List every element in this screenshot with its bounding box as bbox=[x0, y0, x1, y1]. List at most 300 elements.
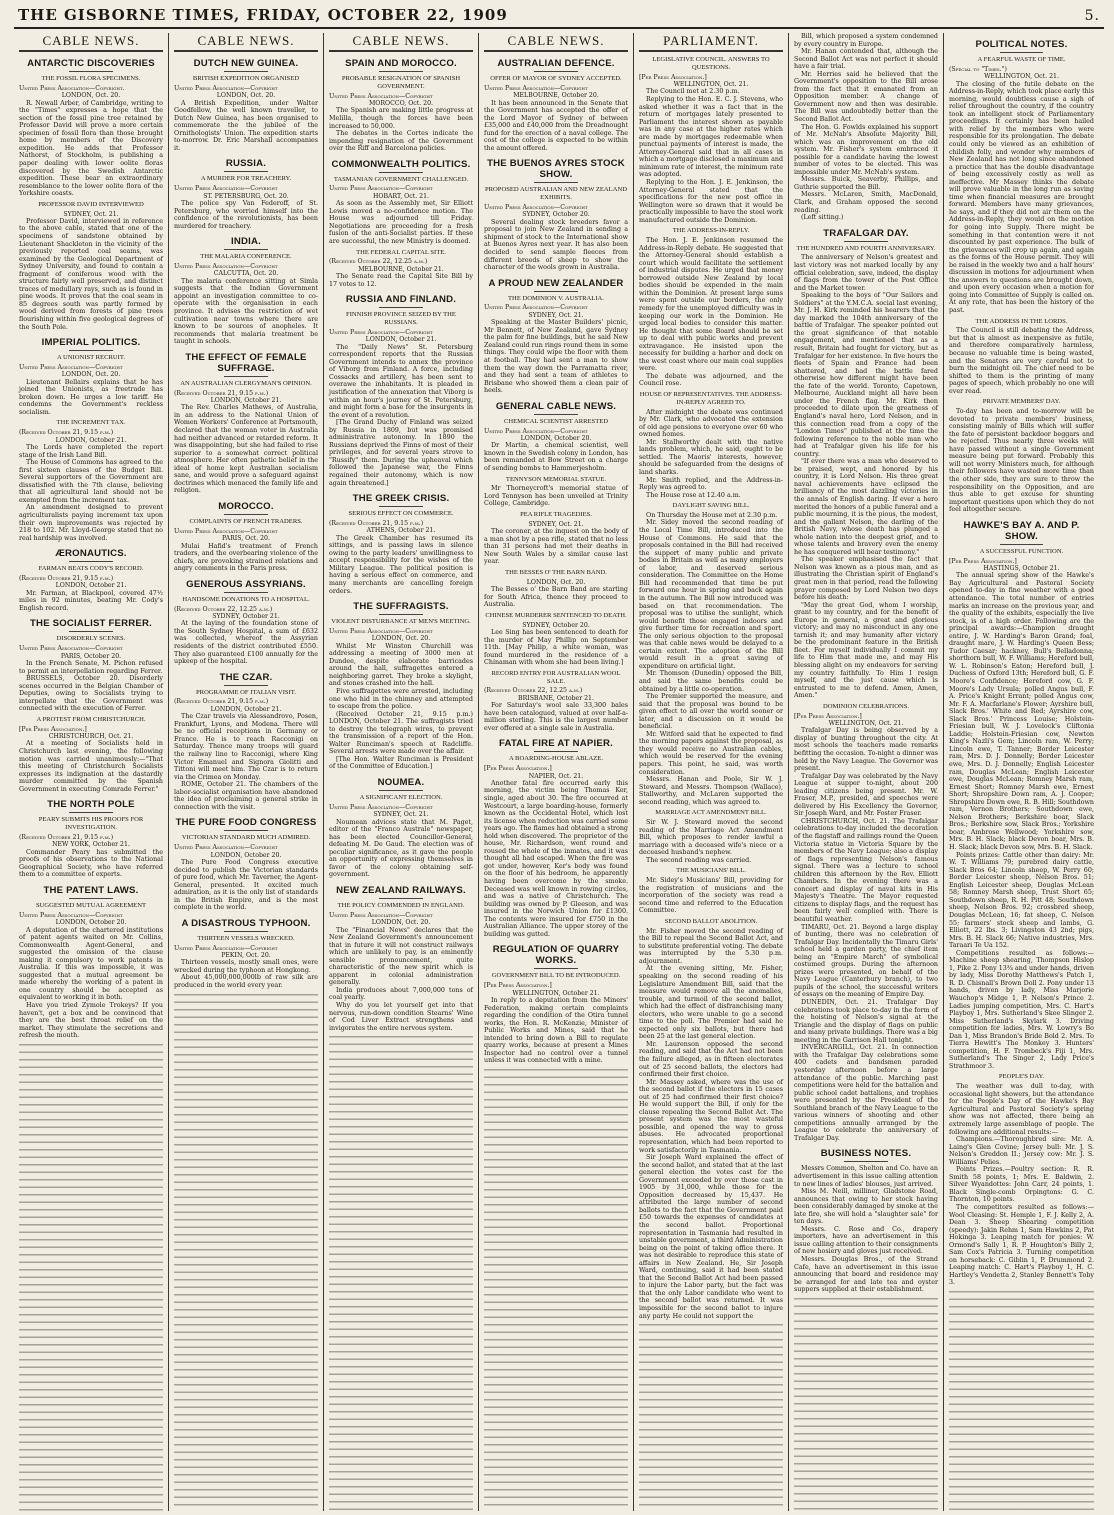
article-subheading: PROPOSED AUSTRALIAN AND NEW ZEALAND EXHIBITS. bbox=[484, 186, 627, 202]
article-paragraph: Mulai Hafid's treatment of French traders, and the overbearing violence of the chiefs, are provoking strained relations and angry comments in the Paris press. bbox=[174, 542, 318, 573]
article-subheading: A PROTEST FROM CHRISTCHURCH. bbox=[36, 715, 146, 723]
article-paragraph: It has been announced in the Senate that the Government has accepted the offer of the Lord Mayor of Sydney of between £35,000 and £40,000 from the Dreadnought fund for the erection of a naval college. The cost of the college is expected to be within the amount offered. bbox=[484, 99, 628, 152]
article-subheading: FARMAN BEATS CODY'S RECORD. bbox=[38, 565, 144, 573]
article bbox=[794, 228, 938, 700]
dateline: ATHENS, October 21. bbox=[366, 527, 436, 535]
article-paragraph: The "Financial News" declares that the New Zealand Government's announcement that in future it will not construct railways which are unlikely to pay, is an eminently sensible pronouncement, quite characteristic of the new spirit which is apparent in colonial administration generally. bbox=[329, 926, 473, 987]
wire-credit: (Received October 21, 9.15 p.m.) bbox=[174, 698, 269, 706]
article-paragraph: Mr. Sidey's Musicians' Bill, providing for the registration of musicians and the incorporation of the society was read a second time and referred to the Education Committee. bbox=[639, 877, 783, 915]
article-paragraph: On Thursday the House met at 2.30 p.m. bbox=[646, 511, 778, 519]
article-paragraph: The House rose at 12.40 a.m. bbox=[646, 491, 741, 499]
article-headline: POLITICAL NOTES. bbox=[975, 39, 1068, 50]
article bbox=[639, 391, 783, 499]
article-paragraph: Mr. Hanan contended that, although the Second Ballot Act was not perfect it should have a fair trial. bbox=[794, 48, 938, 71]
headline-rule bbox=[69, 561, 112, 562]
article-headline: IMPERIAL POLITICS. bbox=[41, 337, 141, 349]
wire-credit: (Received October 21, 9.15 p.m.) bbox=[174, 389, 269, 397]
article-paragraph: Miss M. Neill, milliner, Gladstone Road, announces that owing to her stock having been considerably damaged by smoke at the late fire, she will hold a "slaughter sale" for ten days. bbox=[794, 1188, 938, 1226]
article-subheading: VIOLENT DISTURBANCE AT MEN'S MEETING. bbox=[331, 618, 471, 626]
article-headline: NOUMEA. bbox=[377, 776, 425, 788]
article-paragraph: The second reading was carried. bbox=[646, 856, 752, 864]
article-subheading: OFFER OF MAYOR OF SYDNEY ACCEPTED. bbox=[490, 75, 622, 82]
wire-credit: United Press Association—Copyright. bbox=[19, 84, 125, 92]
column-text-filler bbox=[19, 1042, 163, 1511]
dateline: WELLINGTON, Oct. 21. bbox=[828, 719, 904, 727]
article-paragraph: Trafalgar Day is being observed by a display of bunting throughout the city. At most schools the teachers made remarks befitting the occasion. To-night a dinner was held by the Navy League. The Governor was present. bbox=[794, 727, 938, 773]
article-paragraph: At the evening sitting, Mr. Fisher, speaking on the second reading of his Legislature Amendment Bill, said that the measure would remove all the anomalies, trouble, and turmoil of the second ballot, which had the effect of disfranchising many electors, who were unable to go a second time to the poll. The Premier had said he expected only six ballots, but there had been 25 at the last general election. bbox=[639, 965, 783, 1041]
wire-credit: United Press Association—Copyright bbox=[329, 185, 433, 193]
article bbox=[174, 158, 318, 230]
article-subheading: DAYLIGHT SAVING BILL. bbox=[672, 502, 750, 510]
dateline: LONDON, October 21. bbox=[365, 336, 437, 344]
article-paragraph: Competitions resulted as follows:—Machine sheep shearing, Thompson Hislop 1, Pike 2. Pony 13¾ and under hands, driven by lady, Miss Dorothy Matthews's Patch 1, R. D. Chisnall's Brown Doll 2. Pony under 13 hands, driven by lady, Miss Marjorie Wauchop's Midge 1, P. Nelson's Prince 2. Ladies jumping competition, Mrs. C. Hart's Playboy 1, Mrs. Sutherland's Skee Slinger 2. Miss Sutherland's Skylark 3. Driving competition for ladies, Mrs. W. Lowry's Bo Dan 1, Miss Brandon's Bride Bold 2. Mrs. To Tierra Hewitt's The Monkey 3. Hunters' competition, H. F. Trombeck's Fiji 1, Mrs. Sutherland's The Singer 2, Lady Price's Strathmoor 3. bbox=[949, 949, 1094, 1070]
article bbox=[329, 294, 473, 487]
article-subheading: THIRTEEN VESSELS WRECKED. bbox=[197, 934, 295, 942]
article-paragraph: "If ever there was a man who deserved to be praised, wept, and honored by his country, it is Lord Nelson. His three great naval achievements have eclipsed the brilliancy of the most dazzling victories in the annals of English daring. If ever a hero merited the honors of a public funeral and a public mourning, it is the pious, the modest, and the gallant Nelson, the darling of the British Navy, whose death has plunged a whole nation into the deepest grief, and to whose talents and bravery even the enemy he has conquered will bear testimony." bbox=[794, 458, 938, 556]
article-paragraph: Champions.—Thoroughbred sire: Mr. A. Laing's Glen Covine; Jersey bull: Mr. J. S. Nelson's Greddon II.; Jersey cow: Mr. J. S. Williams' Pelies. bbox=[949, 1136, 1094, 1166]
article-paragraph: Sir W. J. Steward moved the second reading of the Marriage Act Amendment Bill, which proposes to render lawful a marriage with a deceased wife's niece or a deceased husband's nephew. bbox=[639, 819, 783, 857]
wire-credit: United Press Association—Copyright bbox=[329, 803, 433, 811]
article-paragraph: The anniversary of Nelson's greatest and last victory was not marked locally by any official celebration, save, indeed, the display of flags from the tower of the Post Office and the Market tower. bbox=[794, 254, 938, 292]
article-subheading: PEARY SUBMITS HIS PROOFS FOR INVESTIGATION. bbox=[38, 816, 144, 832]
masthead-title: THE GISBORNE TIMES, FRIDAY, OCTOBER 22, 1909 bbox=[18, 6, 508, 24]
article-paragraph: The annual spring show of the Hawke's Bay Agricultural and Pastoral Society opened to-day in fine weather with a good attendance. The total number of entries marks an increase on the previous year, and the quality of the exhibits, especially the live stock, is of a high order. Following are the principal awards:—Champion draught entire, J. W. Harding's Baron Grand; foal, draught mare, J. W. Harding's Queen Bess; Tudor Caesar; hackney, Bull's Belladonna; shorthorn bull, W. F. Williams; Hereford bull, W. L. Robinson's Eaton; Hereford bull, J. Duchess of Oxford 13th; Hereford bull, G. F. Moore's Confidence; Hereford cow, G. F. Moore's Lady Ursula; polled Angus bull, F. A. Price's Knight Errant; polled Angus cow, Mr. F. A. Macfarlane's Flower; Ayrshire bull, Slack Bros.' White and Red; Ayrshire cow, Slack Bros.' Princess Louise; Holstein-Friesian bull, W. J. Lovelock's Cliftonia Laddie; Holstein-Friesian cow, Newton King's Nazli's Gem; Lincoln ram, W. Perry; Lincoln ewe, T. Tanner; Border Leicester ram, Mrs. D. J. Donnelly; Border Leicester ewe, Mrs. D. J. Donnelly; English Leicester ram, Douglas McLean; English Leicester ewe, Douglas McLean; Romney Marsh ram, Ernest Short; Romney Marsh ewe, Ernest Short; Shropshire Down ram, A. J. Cooper; Shropshire Down ewe, R. B. Hill; Southdown ram, Vernon Brothers; Southdown ewe, Nelson Brothers; Berkshire boar, Slack Bros.; Berkshire sow, Slack Bros.; Yorkshire boar, Ambrose Wellwood; Yorkshire sow, Mrs. B. H. Slack; black Devon boar, Mrs. B. H. Slack; black Devon sow, Mrs. B. H. Slack. bbox=[949, 572, 1094, 852]
article-headline: THE SOCIALIST FERRER. bbox=[30, 618, 152, 630]
article-paragraph: Replying to the Hon. J. E. Jenkinson, the Attorney-General stated that the specifications for the new post office in Wellington were so drawn that it would be practically impossible to have the steel work manufactured outside the Dominion. bbox=[639, 178, 783, 224]
article-subheading: THE MUSICIANS' BILL. bbox=[676, 867, 746, 875]
column-text-filler bbox=[174, 992, 318, 1511]
dateline: LONDON, October 20. bbox=[210, 851, 282, 859]
column-text-filler bbox=[794, 1296, 938, 1511]
article-subheading: PEA RIFLE TRAGEDIES. bbox=[520, 510, 592, 518]
article bbox=[19, 201, 163, 331]
dateline: PARIS, October 20. bbox=[60, 652, 122, 660]
article-subheading: THE ADDRESS-IN-REPLY. bbox=[672, 227, 750, 235]
dateline: BRISBANE, October 21. bbox=[518, 694, 594, 702]
article-paragraph: Speaking to the boys of "Our Sailors and Soldiers" at the Y.M.C.A. social last evening, Mr. J. H. Kirk reminded his hearers that the day marked the 104th anniversary of the battle of Trafalgar. The speaker pointed out the great significance of that notable engagement, and mentioned that as a result, Britain had fought for victory, but as Trafalgar for her existence. In five hours the fleets of Spain and France had been shattered, and had the battle fared otherwise how different might have been the fate of the world. Toronto, Capetown, Melbourne, Auckland might all have been under the French flag. Mr. Kirk then proceeded to dilate upon the greatness of England's naval hero, Lord Nelson, and in this connection read from a copy of the "London Times" published at the time the following reference to the noble man who had at Trafalgar given his life for his country. bbox=[794, 292, 938, 458]
article bbox=[639, 227, 783, 388]
article-headline: A PROUD NEW ZEALANDER bbox=[488, 277, 624, 289]
article-paragraph: Lieutenant Bellairs explains that he has joined the Unionists, as freetrade has broken down. He urges a low tariff. He condemns the Government's reckless socialism. bbox=[19, 378, 163, 416]
article bbox=[329, 493, 473, 595]
headline-rule bbox=[224, 249, 267, 250]
article-subheading: DISORDERLY SCENES. bbox=[56, 635, 126, 643]
article-headline: RUSSIA AND FINLAND. bbox=[345, 294, 457, 306]
headline-rule bbox=[844, 1161, 887, 1162]
dateline: SYDNEY, October 20. bbox=[522, 211, 590, 219]
article-paragraph: For Saturday's wool sale 33,300 bales have been catalogued, valued at over half-a-million sterling. This is the largest number ever offered at a single sale in Australia. bbox=[484, 702, 628, 732]
section-heading: CABLE NEWS. bbox=[484, 33, 628, 52]
article-headline: THE PURE FOOD CONGRESS bbox=[175, 817, 317, 829]
article-paragraph: Another fatal fire occurred early this morning, the victim being Thomas Ker, single, aged about 30. The fire occurred at Westcourt, a large boarding-house, formerly known as the Occidental Hotel, which lost its license when reduction was carried some years ago. The flames had obtained a strong hold when discovered. The proprietor of the house, Mr. Richardson, went round and roused the whole of the inmates, and it was thought all had escaped. When the fire was got under, however, Ker's body was found on the floor of his bedroom, he apparently having been overcome by the smoke. Deceased was well known in rowing circles, and was a native of Christchurch. The building was owned by P. Gleeson, and was insured in the Norwich Union for £1300. The contents were insured for £750 in the Australian Alliance. The upper storey of the building was gutted. bbox=[484, 779, 628, 938]
article-subheading: THE DOMINION V. AUSTRALIA. bbox=[508, 294, 604, 302]
newspaper-column bbox=[944, 33, 1099, 1511]
article-paragraph: Mr. Farman, at Blackpool, covered 47½ miles in 92 minutes, beating Mr. Cody's English record. bbox=[19, 589, 163, 612]
article-paragraph: Trafalgar Day was celebrated by the Navy League at supper to-night, about 200 leading citizens being present. Mr. W. Fraser, M.P., presided, and speeches were delivered by His Excellency the Governor, Sir Joseph Ward, and Mr. Foster Fraser. bbox=[794, 772, 938, 818]
article-paragraph: The police spy Van Federoff, of St. Petersburg, who worried himself into the confidence of the revolutionists, has been murdered for treachery. bbox=[174, 200, 318, 230]
article bbox=[174, 918, 318, 990]
wire-credit: United Press Association—Copyright bbox=[484, 304, 588, 312]
wire-credit: United Press Association—Copyright bbox=[484, 427, 588, 435]
article-paragraph: Messrs Common, Shelton and Co. have an advertisement in this issue calling attention to new lines of ladies' blouses, just arrived. bbox=[794, 1165, 938, 1188]
article-paragraph: Speaking at the Master Builders' picnic, Mr Bennett, of New Zealand, gave Sydney the palm for fine buildings, but he said New Zealand could run rings round them in some things. They could wipe the floor with them at football. They had sent a man to show them the way down the Parramatta river, and they had sent a team of athletes to Brisbane who showed them a clean pair of heels. bbox=[484, 319, 628, 395]
article-headline: ÆRONAUTICS. bbox=[55, 548, 127, 560]
article bbox=[484, 569, 628, 609]
newspaper-column bbox=[479, 33, 634, 1511]
article-paragraph: The Czar travels via Alessandrovo, Posen, Frankfurt, Lyons, and Modena. There will be no official receptions in Germany or France. He is to reach Racconigi on Saturday. Thence many troops will guard the railway line to Racconigi, where King Victor Emanuel and Signora Giolitti and Tittoni will meet him. The Czar is to return via the Crimea on Monday. bbox=[174, 713, 318, 781]
article-subheading: AN AUSTRALIAN CLERGYMAN'S OPINION. bbox=[180, 379, 312, 387]
article bbox=[174, 236, 318, 346]
article-paragraph: The House of Commons has agreed to the first sixteen clauses of the Budget Bill. Several supporters of the Government are dissatisfied with the 7th clause, believing that all agricultural land should not be exempted from the increment tax. bbox=[19, 459, 163, 504]
wire-credit: United Press Association—Copyright bbox=[174, 84, 278, 92]
article-paragraph: Messrs. C. Rose and Co., drapery importers, have an advertisement in this issue calling attention to their consignments of new hosiery and gloves just received. bbox=[794, 1225, 938, 1256]
headline-rule bbox=[379, 790, 422, 791]
columns bbox=[14, 33, 1104, 1511]
dateline: LONDON, Oct. 20. bbox=[216, 92, 276, 100]
article-subheading: GOVERNMENT BILL TO BE INTRODUCED. bbox=[491, 972, 621, 980]
wire-credit: (Received October 22, 12.25 a.m.) bbox=[174, 605, 273, 613]
article-paragraph: Messrs. Hanan and Poole, Sir W. J. Steward, and Messrs. Thompson (Wallace), Stallworthy, and McLaren supported the second reading, which was agreed to. bbox=[639, 776, 783, 806]
article-paragraph: Mr. Laurenson opposed the second reading, and said that the Act had not been the failure alleged, as in fifteen electorates out of 25 second ballots, the electors had confirmed their first choice. bbox=[639, 1040, 783, 1079]
article-headline: RUSSIA. bbox=[225, 158, 267, 170]
headline-rule bbox=[534, 71, 577, 72]
headline-rule bbox=[534, 968, 577, 969]
article-subheading: A BOARDING-HOUSE ABLAZE. bbox=[509, 755, 603, 763]
section-heading: CABLE NEWS. bbox=[329, 33, 473, 52]
article-paragraph: Mr. Smith replied, and the Address-in-Reply was agreed to. bbox=[639, 476, 783, 492]
article bbox=[19, 716, 163, 793]
headline-rule bbox=[224, 685, 267, 686]
headline-rule bbox=[224, 376, 267, 377]
dateline: SYDNEY, Oct. 21. bbox=[63, 210, 119, 218]
headline-rule bbox=[224, 71, 267, 72]
article-paragraph: Bill, which proposed a system condemned by every country in Europe. bbox=[794, 33, 938, 48]
article bbox=[484, 738, 628, 938]
headline-rule bbox=[379, 506, 422, 507]
article-paragraph: Noumean advices state that M. Paget, editor of the "Franco Australe" newspaper, has been elected Councillor-General, defeating M. De Gaud. The election was of peculiar significance, as it gave the people an opportunity of expressing themselves in favor of the colony obtaining self-government. bbox=[329, 818, 473, 879]
headline-rule bbox=[534, 291, 577, 292]
dateline: NEW YORK, October 21. bbox=[52, 841, 130, 849]
article-headline: GENERAL CABLE NEWS. bbox=[495, 400, 617, 412]
newspaper-column bbox=[14, 33, 169, 1511]
article bbox=[329, 601, 473, 771]
article-paragraph: Points Prizes.—Poultry section: R. R. Smith 58 points, 1; Mrs. E. Baldwin, 2. Silver Wyandottes: John Carr, 24 points, 1. Black Single-comb Orpingtons: G. C. Thornton, 10 points. bbox=[949, 1166, 1094, 1204]
article-headline: GENEROUS ASSYRIANS. bbox=[186, 578, 306, 590]
wire-credit: United Press Association—Copyright bbox=[174, 944, 278, 952]
article-subheading: PROGRAMME OF ITALIAN VISIT. bbox=[196, 688, 296, 696]
article-paragraph: The Senate read the Capital Site Bill by 17 votes to 12. bbox=[329, 273, 473, 288]
article-subheading: CHEMICAL SCIENTIST ARRESTED bbox=[503, 417, 609, 425]
dateline: WELLINGTON, Oct. 21. bbox=[673, 81, 749, 88]
article-subheading: PROBABLE RESIGNATION OF SPANISH GOVERNMENT. bbox=[341, 75, 461, 90]
article-paragraph: The Pure Food Congress executive decided to publish the Victorian standards of pure food, which Mr. Taverner, the Agent-General, presented. It excited much admiration, as it is the only list of standards in the British Empire, and is the most complete in the world. bbox=[174, 858, 318, 912]
article bbox=[174, 501, 318, 573]
wire-credit: United Press Association—Copyright bbox=[484, 204, 588, 212]
dateline: SYDNEY, October 20. bbox=[522, 621, 590, 629]
article-headline: A DISASTROUS TYPHOON. bbox=[181, 917, 311, 929]
article-subheading: THE BESSES O' THE BARN BAND. bbox=[505, 568, 607, 576]
article-subheading: COMPLAINTS OF FRENCH TRADERS. bbox=[189, 517, 303, 525]
article-paragraph: In reply to a deputation from the Miners' Federation, making certain complaints regarding the condition of the Otira tunnel works, the Hon. R. McKenzie, Minister of Public Works and Mines, said that he intended to bring down a Bill to regulate quarry works, because at present a Mines Inspector had no control over a tunnel unless it was connected with a mine. bbox=[484, 997, 628, 1065]
article bbox=[174, 579, 318, 666]
wire-credit: (Special to "Times.") bbox=[949, 65, 1007, 73]
headline-rule bbox=[224, 592, 267, 593]
article bbox=[19, 337, 163, 416]
article bbox=[19, 618, 163, 712]
article bbox=[484, 278, 628, 395]
article-subheading: THE ADDRESS IN THE LORDS. bbox=[975, 317, 1068, 325]
article-headline: THE BUENOS AYRES STOCK SHOW. bbox=[487, 158, 625, 181]
article-paragraph: ROME, October 21. The chambers of the labor-socialist organisation have abandoned the idea of proclaiming a general strike in connection with the visit. bbox=[174, 781, 318, 811]
page-number: 5. bbox=[1084, 8, 1100, 24]
article-paragraph: The closing of the futile debate on the Address-in-Reply, which took place early this morning, would doubtless cause a sigh of relief throughout the country, if the country took an intelligent stock of Parliamentary proceedings. It certainly has been hailed with relief by the members who were responsible for its prolongation. The debate could only be viewed as an exhibition of childish folly, and wonder why members of New Zealand has not long since abandoned a practice that has the double disadvantage of being excessively costly as well as ineffective. Mr Massey thinks the debate will prove valuable in the long run as saving time when financial measures are brought forward. Members have many grievances, he says, and if they did not air them on the Address-in-Reply, they would on the motion for going into Supply. There might be something in that contention were it not discounted by past experience. The bulk of the grievances will crop up again, and again as the forms of the House permit. They will be raised in the weekly two and a half hours' discussion in motions for adjournment when the answers to questions are brought down, and upon every occasion when a motion for going into Committee of Supply is called on. At any rate, that has been the history of the past. bbox=[949, 80, 1094, 315]
article bbox=[174, 672, 318, 812]
dateline: MOROCCO, Oct. 20. bbox=[368, 100, 434, 107]
article-paragraph: An amendment designed to prevent agriculturalists paying increment tax upon their own improvements was rejected by 218 to 102. Mr. Lloyd-George stated that no real hardship was involved. bbox=[19, 504, 163, 542]
wire-credit: [Per Press Association.] bbox=[639, 73, 707, 81]
article bbox=[949, 520, 1094, 1071]
article-paragraph: After midnight the debate was continued by Mr. Clark, who advocated the extension of old age pensions to everyone over 60 who owned homes. bbox=[639, 408, 783, 439]
article-paragraph: India produces about 7,000,000 tons of coal yearly. bbox=[329, 986, 473, 1002]
article-paragraph: The Spanish are making little progress at Melilla, though the forces have been increased to 50,000. bbox=[329, 107, 473, 130]
article-paragraph: Messrs. Buick, Seaverby, Phillips, and Guthrie supported the Bill. bbox=[794, 176, 938, 191]
dateline: PARIS, Oct. 20. bbox=[222, 535, 270, 543]
wire-credit: (Received October 21, 9.15 p.m.) bbox=[19, 574, 114, 582]
article-paragraph: The "Daily News" St. Petersburg correspondent reports that the Russian Government intends to annex the province of Viborg from Finland. A force, including Cossacks and artillery, has been sent to overawe the inhabitants. It is pleaded in justification of the annexation that Viborg is within an hour's journey of St. Petersburg, and might form a base for the insurgents in the event of a revolution. bbox=[329, 343, 473, 419]
wire-credit: [Per Press Association.] bbox=[794, 712, 862, 720]
article-headline: ANTARCTIC DISCOVERIES bbox=[27, 58, 155, 69]
wire-credit: [Per Press Association.] bbox=[19, 725, 87, 733]
article-headline: TRAFALGAR DAY. bbox=[823, 227, 909, 239]
article-subheading: THE FEDERAL CAPITAL SITE. bbox=[356, 248, 446, 256]
article-paragraph: Mr. Massey asked, where was the use of the second ballot if the electors in 15 cases out of 25 had confirmed their first choice? He would support the Bill, if only for the clause repealing the Second Ballot Act. The present system was the most wasteful possible, and opened the way to gross abuses. He advocated proportional representation, which had been reported to work satisfactorily in Tasmania. bbox=[639, 1078, 783, 1154]
article bbox=[484, 670, 628, 733]
newspaper-column bbox=[789, 33, 944, 1511]
dateline: SYDNEY, Oct. 21. bbox=[528, 311, 584, 319]
article-paragraph: Sir Joseph Ward explained the effect of the second ballot, and stated that at the last general election the votes cast for the Government exceeded by over those cast in 1905 by 31,000, while those for the Opposition decreased by 15,437. He attributed the large number of second ballots to the fact that the Government paid £50 towards the expenses of candidates at the second ballot. Proportional representation in Tasmania had resulted in unstable government, a third Administration being on the point of taking office there. It was not desirable to reproduce this state of affairs in New Zealand. He, Sir Joseph Ward, continuing, said it had been stated that the Second Ballot Act had been passed to injure the Labor party, but the fact was that the only Labor candidate who went to the second ballot was returned. It was impossible for the second ballot to injure any party. He could not support the bbox=[639, 1154, 783, 1320]
article-subheading: FINNISH PROVINCE SEIZED BY THE RUSSIANS. bbox=[346, 311, 456, 327]
dateline: MELBOURNE, October 21. bbox=[358, 265, 444, 273]
section-heading: CABLE NEWS. bbox=[174, 33, 318, 52]
article-headline: THE GREEK CRISIS. bbox=[352, 493, 450, 505]
article-paragraph: Replying to the Hon. E. C. J. Stevens, who asked whether it was a fact that in the return of mortgages lately presented to Parliament the interest shown as payable was in any case at the higher rates which are made by mortgages redeemable when punctual payments of interest is made, the Attorney-General said that in all cases in which a mortgage disclosed a maximum and minimum rate of interest, the minimum rate was adopted. bbox=[639, 95, 783, 179]
article bbox=[329, 159, 473, 246]
article-paragraph: Mr. Witford said that he expected to find the morning papers against the proposal, as they would receive no Australian cables, which would be reserved for the evening papers. This point, he said, was worth consideration. bbox=[639, 730, 783, 776]
headline-rule bbox=[844, 241, 887, 242]
headline-rule bbox=[224, 931, 267, 932]
article bbox=[19, 799, 163, 879]
article-headline: INDIA. bbox=[231, 236, 261, 248]
article-paragraph: Mr Thorneycroft's memorial statue of Lord Tennyson has been unveiled at Trinity College, Cambridge. bbox=[484, 485, 628, 508]
article-subheading: MARRIAGE ACT AMENDMENT BILL. bbox=[655, 809, 767, 817]
article-paragraph: (Left sitting.) bbox=[801, 214, 844, 222]
dateline: HOBART, Oct. 21. bbox=[373, 192, 429, 200]
wire-credit: [Per Press Association.] bbox=[484, 765, 552, 773]
article-paragraph: (Received October 21, 9.15 p.m.) LONDON, October 21. The suffragists tried to destroy the telegraph wires, to prevent the transmission of a report of the Hon. Walter Runciman's speech at Radcliffe. Several arrests were made over the affair. bbox=[329, 710, 473, 756]
article-subheading: A FEARFUL WASTE OF TIME. bbox=[977, 56, 1066, 63]
article-subheading: A SIGNIFICANT ELECTION. bbox=[359, 793, 443, 801]
headline-rule bbox=[224, 830, 267, 831]
article-headline: THE PATENT LAWS. bbox=[43, 884, 139, 896]
article-paragraph: DUNEDIN, Oct. 21. Trafalgar Day celebrations took place to-day in the form of the hoisting of Nelson's signal at the Triangle and the display of flags on public and many private buildings. There was a big meeting in the Garrison Hall tonight. bbox=[794, 999, 938, 1044]
article-subheading: THE INCREMENT TAX. bbox=[56, 419, 126, 427]
article bbox=[949, 318, 1094, 396]
article-headline: HAWKE'S BAY A. AND P. SHOW. bbox=[963, 519, 1080, 542]
article-paragraph: The coroner, at the inquest on the body of a man shot by a pea rifle, stated that no less than 31 persons had met their deaths in New South Wales by a similar cause last year. bbox=[484, 528, 628, 566]
article-subheading: RECORD ENTRY FOR AUSTRALIAN WOOL SALE. bbox=[491, 669, 621, 685]
dateline: SYDNEY, Oct. 21. bbox=[528, 520, 584, 528]
dateline: LONDON, October 21. bbox=[210, 705, 282, 713]
headline-rule bbox=[1000, 544, 1044, 545]
article bbox=[174, 58, 318, 152]
article-paragraph: Messrs. Douglas Bros., of the Strand Cafe, have an advertisement in this issue announcing that board and residence may be arranged for and late tea and oyster suppers supplied at their establishment. bbox=[794, 1255, 938, 1294]
wire-credit: [Per Press Association.] bbox=[949, 557, 1017, 565]
article-subheading: HANDSOME DONATIONS TO A HOSPITAL. bbox=[182, 595, 310, 603]
article bbox=[484, 511, 628, 566]
article-paragraph: Lee Sing has been sentenced to death for the murder of May Phillip on September 11th. [May Philip, a white woman, was found murdered in the residence of a Chinaman with whom she had been living.] bbox=[484, 628, 628, 667]
article-paragraph: The speaker emphasised the fact that Nelson was known as a pious man, and as illustrating the Christian spirit of England's great men in that period, read the following prayer composed by Lord Nelson two days before his death: bbox=[794, 556, 938, 602]
article bbox=[19, 885, 163, 1040]
article-paragraph: The debate was adjourned, and the Council rose. bbox=[639, 372, 783, 388]
headline-rule bbox=[379, 307, 422, 308]
article-subheading: HOUSE OF REPRESENTATIVES. THE ADDRESS-IN-REPLY AGREED TO. bbox=[639, 390, 783, 406]
headline-rule bbox=[69, 631, 112, 632]
article bbox=[639, 918, 783, 1320]
article-paragraph: Five suffragettes were arrested, including one who hid in the chimney and attempted to escape from the police. bbox=[329, 687, 473, 711]
article-paragraph: The Council is still debating the Address, but that is almost as inexpensive as futile, and therefore comparatively harmless, because no valuable time is being wasted, and the Senators are very careful not to burn the midnight oil. The chief need to be shifted to them is the printing of many pages of speech, which probably no one will ever read. bbox=[949, 327, 1094, 395]
article-subheading: SERIOUS EFFECT ON COMMERCE. bbox=[348, 510, 454, 518]
article-subheading: PRIVATE MEMBERS' DAY. bbox=[982, 398, 1061, 406]
dateline: PEKIN, Oct. 20. bbox=[221, 951, 271, 959]
article-paragraph: Mr. Herries said he believed that the Government's opposition to the Bill arose from the fact that it emanated from an Opposition member. A change of Government now and then was desirable. The Bill was undoubtedly better than the Second Ballot Act. bbox=[794, 70, 938, 124]
article-paragraph: The Lords have completed the report stage of the Irish Land Bill. bbox=[19, 444, 163, 459]
article-paragraph: Why do you let yourself get into that nervous, run-down condition Stearns' Wine of Cod Liver Extract strengthens and invigorates the entire nervous system. bbox=[329, 1002, 473, 1032]
article-paragraph: As soon as the Assembly met, Sir Elliott Lewis moved a no-confidence motion. The House was adjourned till Friday. Negotiations are proceeding for a fresh fusion of the anti-Socialist parties. If these are successful, the new Ministry is doomed. bbox=[329, 200, 473, 246]
article-paragraph: About 45,000,000,000lb of raw silk are produced in the world every year. bbox=[174, 974, 318, 990]
article-paragraph: INVERCARGILL, Oct. 21. In connection with the Trafalgar Day celebrations some 400 cadets and bandsmen paraded yesterday afternoon before a large attendance of the public. Marching past competitions were held for the battalion and public school cadet battalions, and trophies were presented by the President of the Southland branch of the Navy League to the various winners of shooting and other competitions annually arranged by the League to celebrate the anniversary of Trafalgar Day. bbox=[794, 1044, 938, 1142]
article-subheading: THE POLICY COMMENDED IN ENGLAND. bbox=[337, 901, 465, 909]
article bbox=[639, 56, 783, 224]
wire-credit: United Press Association—Copyright bbox=[174, 263, 278, 271]
newspaper-column bbox=[324, 33, 479, 1511]
article-subheading: VICTORIAN STANDARD MUCH ADMIRED. bbox=[181, 834, 311, 842]
article bbox=[484, 612, 628, 667]
article-paragraph: The Council met at 2.30 p.m. bbox=[646, 88, 740, 96]
headline-rule bbox=[69, 350, 112, 351]
article-paragraph: Mr. Fisher moved the second reading of the Bill to repeal the Second Ballot Act, and to substitute preferential voting. The debate was interrupted by the 5.30 p.m. adjournment. bbox=[639, 927, 783, 965]
dateline: LONDON, Oct. 20. bbox=[371, 635, 431, 643]
wire-credit: [Per Press Association.] bbox=[484, 982, 552, 990]
article-paragraph: Whilst Mr Winston Churchill was addressing a meeting of 3000 men at Dundee, despite elaborate barricades around the hall, suffragettes entered a neighboring garret. They broke a skylight, and stones crashed into the hall. bbox=[329, 642, 473, 688]
wire-credit: United Press Association—Copyright bbox=[174, 185, 278, 193]
article-paragraph: The malaria conference sitting at Simla suggests that the Indian Government appoint an investigation committee to co-operate with the organisation in each province. It advises the restriction of wet cultivation near towns where there are known to be sources of anopheles. It recommends that malaria treatment be taught in schools. bbox=[174, 277, 318, 346]
dateline: WELLINGTON, Oct. 21. bbox=[984, 73, 1059, 81]
wire-credit: United Press Association—Copyright bbox=[19, 645, 123, 653]
column-text-filler bbox=[639, 1322, 783, 1511]
article-headline: REGULATION OF QUARRY WORKS. bbox=[492, 944, 620, 967]
article bbox=[484, 944, 628, 1065]
headline-rule bbox=[69, 812, 112, 813]
wire-credit: United Press Association—Copyright bbox=[19, 363, 123, 371]
newspaper-column bbox=[169, 33, 324, 1511]
article bbox=[19, 419, 163, 542]
headline-rule bbox=[534, 182, 577, 183]
article bbox=[794, 1148, 938, 1293]
article-subheading: SECOND BALLOT ABOLITION. bbox=[664, 917, 758, 925]
column-text-filler bbox=[949, 1289, 1094, 1511]
dateline: LONDON, October 20. bbox=[520, 434, 592, 442]
article-paragraph: Mr. Thomson (Dunedin) opposed the Bill, and said the same benefits could be obtained by a little co-operation. bbox=[639, 670, 783, 693]
article bbox=[329, 58, 473, 153]
article-paragraph: The Besses o' the Barn Band are starting for South Africa, thence they proceed to Australia. bbox=[484, 586, 628, 609]
article-paragraph: The Rev. Charles Mathews, of Australia, in an address to the National Union of Women Workers' Conference at Portsmouth, declared that the woman voter in Australia had neither advanced or retarded reform. It was disappointing, but she had failed to rise superior to a somewhat correct political atmosphere. Her often pathetic belief in the ideal of home kept Australian socialism sane, and would prove a safeguard against doctrines which menaced the family life and religion. bbox=[174, 404, 318, 495]
dateline: LONDON, October 21. bbox=[55, 582, 127, 590]
wire-credit: (Received October 22, 12.25 a.m.) bbox=[484, 687, 583, 695]
article-paragraph: The competitors resulted as follows:—Wool Cleasing: St. Hemple 1, F. J. Kelly 2, A. Dean 3. Sheep Shearing competition (speedy): Jakin Rehm 1, Sam Hawkins 2, Pat Hokinga 3. Leaping match for ponies: W. Ormond's Sally 1, R. P. Houghton's Billy 2, Sam Cox's Patricia 3. Turning competition on horseback: C. Giblin 1, P. Drummond 2. Leaping match: C. Hart's Playboy 1, H. C. Hartley's Vendetta 2, Stanley Bennett's Toby 3. bbox=[949, 1203, 1094, 1287]
section-heading: PARLIAMENT. bbox=[639, 33, 783, 52]
article-subheading: PROFESSOR DAVID INTERVIEWED bbox=[38, 200, 144, 208]
dateline: SYDNEY, October 21. bbox=[212, 612, 280, 620]
section-heading: CABLE NEWS. bbox=[19, 33, 163, 52]
article-subheading: A SUCCESSFUL FUNCTION. bbox=[979, 547, 1064, 555]
article bbox=[174, 817, 318, 911]
dateline: LONDON, October 21. bbox=[55, 436, 127, 444]
dateline: WELLINGTON, October 21. bbox=[512, 989, 600, 997]
article-subheading: A UNIONIST RECRUIT. bbox=[56, 354, 126, 362]
article-paragraph: In the French Senate, M. Pichon refused to permit an interpellation regarding Ferrer. bbox=[19, 660, 163, 675]
wire-credit: (Received October 22, 12.25 a.m.) bbox=[329, 258, 428, 266]
article-paragraph: TIMARU, Oct. 21. Beyond a large display of bunting, there was no celebration of Trafalgar Day. Incidentally the Timaru Girls' school held a garden party, the chief item being an "Empire March" of symbolical costumed groups. During the afternoon prizes were presented, on behalf of the Navy League (Canterbury branch), to two pupils of the school, the successful writers of essays on the meaning of Empire Day. bbox=[794, 923, 938, 999]
wire-credit: (Received October 21, 9.15 p.m.) bbox=[329, 519, 424, 527]
article-paragraph: The Greek Chamber has resumed its sittings, and is passing laws in silence owing to the party leaders' unwillingness to accept responsibility for the wishes of the Military League. The political position is having a serious effect on commerce, and many merchants are cancelling foreign orders. bbox=[329, 534, 473, 595]
article bbox=[484, 476, 628, 508]
dateline: LONDON, October 21. bbox=[210, 396, 282, 404]
wire-credit: United Press Association—Copyright bbox=[329, 911, 433, 919]
dateline: HASTINGS, October 21. bbox=[983, 564, 1060, 572]
article-paragraph: At the laying of the foundation stone of the South Sydney Hospital, a sum of £632 was collected, whereof the Assyrian residents of the district contributed £550. They also guaranteed £100 annually for the upkeep of the hospital. bbox=[174, 620, 318, 666]
article-paragraph: The weather was dull to-day, with occasional light showers, but the attendance for the People's Day of the Hawke's Bay Agricultural and Pastoral Society's spring show was not affected, there being an extremely large assemblage of people. The following are additional results:— bbox=[949, 1083, 1094, 1136]
article bbox=[794, 33, 938, 222]
article-paragraph: To-day has been and to-morrow will be devoted to private members' business, consisting mainly of Bills which will suffer the fate of persistent backdoor beggars and be rejected. Thus nearly three weeks will have passed without a single Government measure being put forward. Probably this will not worry Ministers much, for although their followers have wasted more time than the other side, they are sure to throw the responsibility on the Opposition, and are thus able to get excuse for shunting important questions upon which they do not feel altogether secure. bbox=[949, 408, 1094, 514]
column-text-filler bbox=[329, 1034, 473, 1511]
article-paragraph: Mr. Stallworthy dealt with the native lands problem, which, he said, ought to be settled. The Maoris' interests, however, should be safeguarded from the designs of land sharks. bbox=[639, 438, 783, 476]
column-text-filler bbox=[484, 1067, 628, 1511]
article-headline: THE NORTH POLE bbox=[47, 799, 135, 811]
article-paragraph: The Premier supported the measure, and said that the proposal was bound to be given effect to all over the world sooner or later, and a discussion on it would be beneficial. bbox=[639, 693, 783, 731]
article bbox=[329, 777, 473, 879]
headline-rule bbox=[69, 71, 112, 72]
article-paragraph: Dr Martin, a chemical scientist, well known in the Swedish colony in London, has been remanded at Bow Street on a charge of sending bombs to Hammerjesholm. bbox=[484, 442, 628, 472]
headline-rule bbox=[379, 898, 422, 899]
masthead bbox=[14, 6, 1104, 29]
article-subheading: THE HUNDRED AND FOURTH ANNIVERSARY. bbox=[796, 244, 936, 252]
article-headline: DUTCH NEW GUINEA. bbox=[193, 58, 299, 69]
article bbox=[949, 39, 1094, 315]
dateline: LONDON, October 20. bbox=[55, 919, 127, 927]
article bbox=[484, 158, 628, 271]
article-paragraph: Professor David, interviewed in reference to the above cable, stated that one of the specimens of sandstone obtained by Lieutenant Shackleton in the vicinity of the previously reported coal seams, was examined by the Geological Department of Sydney University, and found to contain a fragment of coniferous wood with the structure fairly well preserved, and distinct traces of medullary rays, such as is found in pine woods. It proves that the coal seam in 85 degrees south was partly formed by wood derived from forests of pine trees flourishing within five geological degrees of the South Pole. bbox=[19, 217, 163, 331]
article-subheading: A MURDER FOR TREACHERY. bbox=[200, 175, 292, 183]
article bbox=[949, 398, 1094, 513]
article bbox=[174, 352, 318, 495]
article-paragraph: The Hon. J. E. Jenkinson resumed the Address-in-Reply debate. He suggested that the Attorney-General should establish a court which would facilitate the settlement of industrial disputes. He urged that money borrowed outside New Zealand by local bodies should be expended in the main within the Dominion. At present large sums were spent outside our borders, the only remedy for the unemployed difficulty was in keeping our work in the Dominion. He urged local bodies to consider this matter. He thought that some Board should be set up to deal with public works and prevent extravagance. He insisted upon the necessity for building a harbor and dock on the west coast where our main coal supplies were. bbox=[639, 237, 783, 373]
article bbox=[329, 249, 473, 289]
article-paragraph: A deputation of the chartered institutions of patent agents waited on Mr. Collins, Commonwealth Agent-General, and suggested the omission of the clause making it compulsory to work patents in Australia. If this was impossible, it was suggested that a mutual agreement be made whereby the working of a patent in one country should be accepted as equivalent to working it in both. bbox=[19, 926, 163, 1002]
headline-rule bbox=[534, 751, 577, 752]
article bbox=[484, 58, 628, 152]
dateline: ST. PETERSBURG, Oct. 20. bbox=[203, 192, 289, 200]
article-paragraph: The Hon. G. Fowlds explained his support of Mr. McNab's Absolute Majority Bill, which was an improvement on the old system. Mr. Fisher's system embraced it possible for a candidate having the lowest number of votes to be elected. This was impossible under Mr. McNab's system. bbox=[794, 123, 938, 176]
